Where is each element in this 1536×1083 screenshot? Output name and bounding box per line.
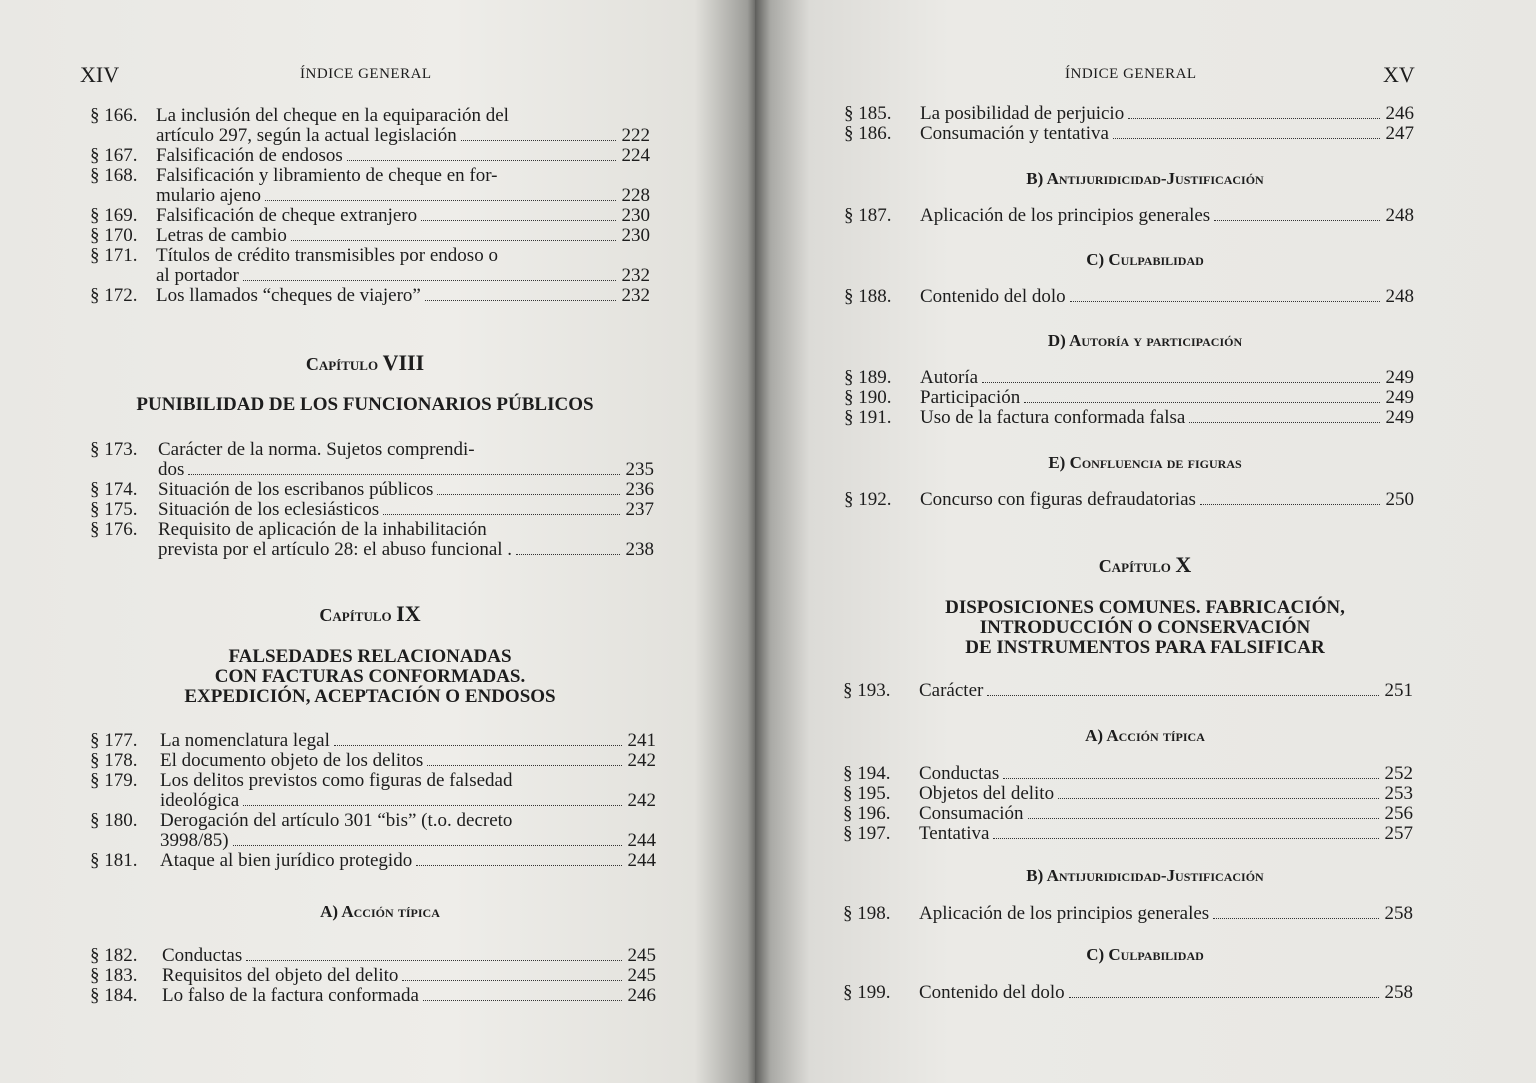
section-number: § 185. [844, 103, 892, 124]
page-ref: 245 [627, 965, 656, 986]
chapter-title-line: FALSEDADES RELACIONADAS [228, 646, 512, 667]
entry-title-line: Ataque al bien jurídico protegido [160, 850, 413, 871]
entry-title-line: Letras de cambio [156, 225, 287, 246]
chapter-title-line: CON FACTURAS CONFORMADAS. [214, 666, 526, 687]
toc-entry [844, 104, 1414, 124]
page-ref: 256 [1384, 803, 1413, 824]
entry-title-line: Tentativa [919, 823, 990, 844]
chapter-title: PUNIBILIDAD DE LOS FUNCIONARIOS PÚBLICOS [136, 394, 594, 415]
entry-title-line: Uso de la factura conformada falsa [920, 407, 1186, 428]
entry-title-line: al portador [156, 265, 239, 286]
page-ref: 247 [1385, 123, 1414, 144]
section-number: § 187. [844, 205, 892, 226]
page-ref: 249 [1385, 407, 1414, 428]
toc-entry [844, 287, 1414, 307]
page-ref: 224 [621, 145, 650, 166]
page-ref: 252 [1384, 763, 1413, 784]
section-number: § 170. [90, 225, 138, 246]
section-number: § 169. [90, 205, 138, 226]
section-number: § 177. [90, 730, 138, 751]
toc-entry [843, 804, 1413, 824]
section-subheading: B) Antijuridicidad-Justificación [1026, 866, 1264, 885]
page-number: XV [1383, 62, 1415, 87]
dot-leader [291, 240, 616, 241]
entry-title-line: artículo 297, según la actual legislación [156, 125, 457, 146]
entry-title-line: La inclusión del cheque en la equiparación del [156, 105, 509, 126]
dot-leader [1113, 138, 1380, 139]
entry-title-line: prevista por el artículo 28: el abuso funcional . [158, 539, 513, 560]
entry-title-line: Derogación del artículo 301 “bis” (t.o. decreto [160, 810, 513, 831]
page-ref: 228 [621, 185, 650, 206]
entry-title-line: Requisitos del objeto del delito [162, 965, 399, 986]
entry-title-line: ideológica [160, 790, 240, 811]
toc-entry [844, 368, 1414, 388]
section-subheading: A) Acción típica [1085, 726, 1205, 745]
page-ref: 232 [621, 285, 650, 306]
dot-leader [347, 160, 616, 161]
dot-leader [437, 494, 619, 495]
section-number: § 196. [843, 803, 891, 824]
section-number: § 167. [90, 145, 138, 166]
page-ref: 249 [1385, 387, 1414, 408]
section-number: § 188. [844, 286, 892, 307]
section-number: § 190. [844, 387, 892, 408]
section-number: § 178. [90, 750, 138, 771]
page-ref: 241 [627, 730, 656, 751]
page-ref: 238 [625, 539, 654, 560]
page-ref: 242 [627, 790, 656, 811]
dot-leader [383, 514, 619, 515]
toc-entry [90, 966, 656, 986]
section-subheading: D) Autoría y participación [1047, 331, 1243, 350]
section-number: § 166. [90, 105, 138, 126]
section-number: § 197. [843, 823, 891, 844]
section-number: § 168. [90, 165, 138, 186]
page-ref: 244 [627, 830, 656, 851]
entry-title-line: Aplicación de los principios generales [919, 903, 1210, 924]
section-number: § 198. [843, 903, 891, 924]
section-number: § 174. [90, 479, 138, 500]
page-ref: 257 [1384, 823, 1413, 844]
page-ref: 230 [621, 205, 650, 226]
entry-title-line: Lo falso de la factura conformada [162, 985, 419, 1006]
entry-title-line: Conductas [919, 763, 1000, 784]
dot-leader [516, 554, 619, 555]
dot-leader [461, 140, 616, 141]
toc-entry [90, 811, 656, 851]
section-number: § 184. [90, 985, 138, 1006]
section-number: § 172. [90, 285, 138, 306]
chapter-heading [110, 350, 620, 376]
section-subheading: C) Culpabilidad [1086, 250, 1204, 269]
page-ref: 250 [1385, 489, 1414, 510]
section-number: § 181. [90, 850, 138, 871]
dot-leader [188, 474, 619, 475]
section-number: § 179. [90, 770, 138, 791]
toc-entry [90, 520, 654, 560]
chapter-heading [885, 552, 1405, 578]
toc-entry [843, 681, 1413, 701]
toc-entry [843, 824, 1413, 844]
page-ref: 222 [621, 125, 650, 146]
section-number: § 186. [844, 123, 892, 144]
entry-title-line: Aplicación de los principios generales [920, 205, 1211, 226]
page-ref: 253 [1384, 783, 1413, 804]
toc-entry [90, 851, 656, 871]
page-ref: 248 [1385, 286, 1414, 307]
page-ref: 244 [627, 850, 656, 871]
toc-entry [90, 771, 656, 811]
toc-entry [843, 983, 1413, 1003]
dot-leader [243, 805, 621, 806]
section-number: § 182. [90, 945, 138, 966]
dot-leader [246, 960, 621, 961]
section-number: § 194. [843, 763, 891, 784]
entry-title-line: La nomenclatura legal [160, 730, 330, 751]
toc-entry [844, 388, 1414, 408]
dot-leader [402, 980, 621, 981]
toc-entry [844, 490, 1414, 510]
dot-leader [1028, 818, 1379, 819]
chapter-title-line: INTRODUCCIÓN O CONSERVACIÓN [979, 617, 1311, 638]
chapter-heading [110, 601, 630, 627]
page-ref: 235 [625, 459, 654, 480]
section-number: § 171. [90, 245, 138, 266]
toc-entry [844, 124, 1414, 144]
entry-title-line: Concurso con figuras defraudatorias [920, 489, 1196, 510]
entry-title-line: Contenido del dolo [920, 286, 1066, 307]
dot-leader [233, 845, 622, 846]
entry-title-line: Contenido del dolo [919, 982, 1065, 1003]
toc-entry [90, 751, 656, 771]
page-ref: 251 [1384, 680, 1413, 701]
section-subheading: B) Antijuridicidad-Justificación [1026, 169, 1264, 188]
page-number: XIV [80, 62, 120, 87]
page-ref: 232 [621, 265, 650, 286]
entry-title-line: Falsificación de endosos [156, 145, 343, 166]
right-page [755, 0, 1536, 1083]
toc-entry [90, 731, 656, 751]
page-ref: 258 [1384, 903, 1413, 924]
entry-title-line: La posibilidad de perjuicio [920, 103, 1125, 124]
dot-leader [425, 300, 616, 301]
entry-title-line: Los llamados “cheques de viajero” [156, 285, 421, 306]
chapter-title-line: DE INSTRUMENTOS PARA FALSIFICAR [965, 637, 1325, 658]
entry-title-line: Falsificación de cheque extranjero [156, 205, 418, 226]
dot-leader [427, 765, 621, 766]
page-ref: 242 [627, 750, 656, 771]
dot-leader [265, 200, 616, 201]
dot-leader [1003, 778, 1378, 779]
section-number: § 199. [843, 982, 891, 1003]
toc-entry [844, 408, 1414, 428]
page-ref: 245 [627, 945, 656, 966]
chapter-label: Capítulo [1098, 556, 1171, 576]
toc-entry [90, 986, 656, 1006]
chapter-title-line: DISPOSICIONES COMUNES. FABRICACIÓN, [945, 597, 1345, 618]
section-number: § 180. [90, 810, 138, 831]
entry-title-line: Situación de los escribanos públicos [158, 479, 434, 500]
section-subheading: C) Culpabilidad [1086, 945, 1204, 964]
entry-title-line: Los delitos previstos como figuras de falsedad [160, 770, 513, 791]
entry-title-line: Objetos del delito [919, 783, 1055, 804]
section-number: § 183. [90, 965, 138, 986]
dot-leader [1200, 504, 1380, 505]
dot-leader [334, 745, 622, 746]
page-ref: 246 [1385, 103, 1414, 124]
toc-entry [90, 206, 650, 226]
entry-title-line: 3998/85) [160, 830, 229, 851]
dot-leader [982, 382, 1379, 383]
dot-leader [1214, 220, 1379, 221]
section-number: § 193. [843, 680, 891, 701]
section-number: § 195. [843, 783, 891, 804]
dot-leader [1213, 918, 1378, 919]
entry-title-line: Títulos de crédito transmisibles por endoso o [156, 245, 498, 266]
entry-title-line: Carácter [919, 680, 984, 701]
chapter-title [875, 598, 1415, 658]
dot-leader [423, 1000, 622, 1001]
page-ref: 246 [627, 985, 656, 1006]
chapter-label: Capítulo [305, 354, 379, 374]
dot-leader [1069, 997, 1379, 998]
toc-entry [90, 246, 650, 286]
toc-entry [90, 146, 650, 166]
page-ref: 258 [1384, 982, 1413, 1003]
entry-title-line: El documento objeto de los delitos [160, 750, 424, 771]
toc-entry [90, 226, 650, 246]
toc-entry [90, 480, 654, 500]
page-ref: 236 [625, 479, 654, 500]
section-subheading: E) Confluencia de figuras [1048, 453, 1242, 472]
page-ref: 237 [625, 499, 654, 520]
section-number: § 189. [844, 367, 892, 388]
section-number: § 192. [844, 489, 892, 510]
entry-title-line: Carácter de la norma. Sujetos comprendi- [158, 439, 475, 460]
dot-leader [993, 838, 1378, 839]
entry-title-line: Situación de los eclesiásticos [158, 499, 380, 520]
toc-entry [90, 946, 656, 966]
dot-leader [243, 280, 616, 281]
entry-title-line: Requisito de aplicación de la inhabilitación [158, 519, 487, 540]
dot-leader [1128, 118, 1379, 119]
left-page [0, 0, 755, 1083]
dot-leader [416, 865, 621, 866]
section-number: § 176. [90, 519, 138, 540]
entry-title-line: Conductas [162, 945, 243, 966]
running-head: ÍNDICE GENERAL [1065, 66, 1197, 82]
chapter-title [110, 647, 630, 707]
toc-entry [843, 764, 1413, 784]
dot-leader [421, 220, 615, 221]
dot-leader [1070, 301, 1380, 302]
page-ref: 230 [621, 225, 650, 246]
toc-entry [90, 500, 654, 520]
section-number: § 175. [90, 499, 138, 520]
chapter-label: Capítulo [319, 605, 392, 625]
toc-entry [843, 904, 1413, 924]
section-number: § 191. [844, 407, 892, 428]
section-subheading: A) Acción típica [320, 902, 440, 921]
chapter-number: VIII [382, 350, 425, 375]
section-number: § 173. [90, 439, 138, 460]
running-head: ÍNDICE GENERAL [300, 66, 432, 82]
dot-leader [1024, 402, 1379, 403]
toc-entry [90, 286, 650, 306]
entry-title-line: Consumación y tentativa [920, 123, 1109, 144]
entry-title-line: Falsificación y libramiento de cheque en for- [156, 165, 498, 186]
chapter-title-line: EXPEDICIÓN, ACEPTACIÓN O ENDOSOS [184, 686, 556, 707]
toc-entry [843, 784, 1413, 804]
toc-entry [90, 106, 650, 146]
chapter-number: X [1175, 552, 1192, 577]
dot-leader [1058, 798, 1378, 799]
dot-leader [1189, 422, 1379, 423]
entry-title-line: mulario ajeno [156, 185, 261, 206]
chapter-number: IX [396, 601, 421, 626]
page-ref: 248 [1385, 205, 1414, 226]
toc-entry [844, 206, 1414, 226]
toc-entry [90, 166, 650, 206]
entry-title-line: dos [158, 459, 185, 480]
toc-entry [90, 440, 654, 480]
entry-title-line: Consumación [919, 803, 1024, 824]
entry-title-line: Autoría [920, 367, 979, 388]
entry-title-line: Participación [920, 387, 1021, 408]
page-ref: 249 [1385, 367, 1414, 388]
dot-leader [987, 695, 1378, 696]
